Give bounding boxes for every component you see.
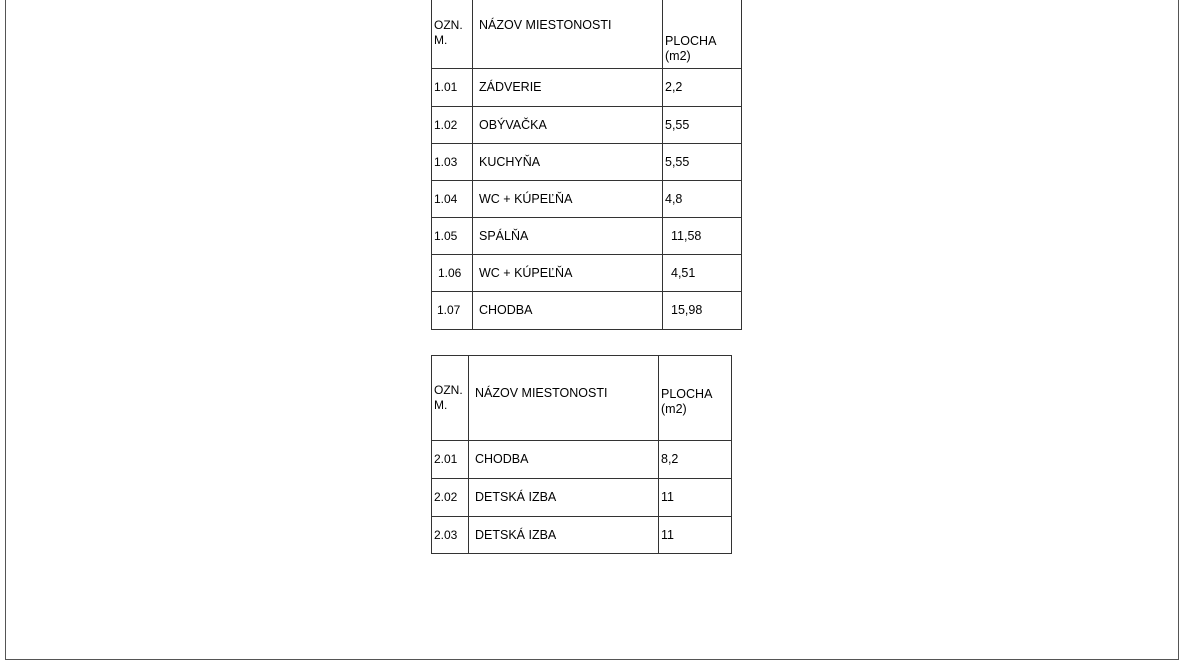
header-area: PLOCHA (m2) [663,0,742,69]
room-area: 4,51 [663,255,742,292]
room-name: ZÁDVERIE [473,69,663,107]
room-area: 8,2 [659,441,732,479]
room-code: 1.07 [432,292,473,330]
room-area: 2,2 [663,69,742,107]
room-name: SPÁLŇA [473,218,663,255]
room-name: DETSKÁ IZBA [469,517,659,554]
room-name: KUCHYŇA [473,144,663,181]
table-header [432,356,732,441]
room-code: 1.06 [432,255,473,292]
table-row [432,181,742,218]
header-area: PLOCHA (m2) [659,356,732,441]
room-name: WC + KÚPEĽŇA [473,181,663,218]
room-area: 11 [659,479,732,517]
table-row [432,292,742,330]
room-area: 5,55 [663,107,742,144]
room-table-1 [431,0,742,330]
room-area: 15,98 [663,292,742,330]
table-row [432,144,742,181]
table-row [432,255,742,292]
header-name: NÁZOV MIESTONOSTI [469,356,659,441]
table-row [432,218,742,255]
table-row [432,107,742,144]
header-code: OZN. M. [432,356,469,441]
room-code: 1.05 [432,218,473,255]
table-row [432,479,732,517]
header-code: OZN. M. [432,0,473,69]
room-area: 11 [659,517,732,554]
table-row [432,441,732,479]
room-code: 1.02 [432,107,473,144]
room-name: WC + KÚPEĽŇA [473,255,663,292]
room-area: 4,8 [663,181,742,218]
table-header [432,0,742,69]
room-code: 1.04 [432,181,473,218]
room-area: 11,58 [663,218,742,255]
header-name: NÁZOV MIESTONOSTI [473,0,663,69]
room-code: 2.01 [432,441,469,479]
room-name: CHODBA [469,441,659,479]
room-area: 5,55 [663,144,742,181]
room-name: CHODBA [473,292,663,330]
room-name: DETSKÁ IZBA [469,479,659,517]
room-code: 2.02 [432,479,469,517]
room-table-2 [431,355,732,554]
table-row [432,517,732,554]
room-code: 1.03 [432,144,473,181]
room-code: 2.03 [432,517,469,554]
room-name: OBÝVAČKA [473,107,663,144]
room-code: 1.01 [432,69,473,107]
table-row [432,69,742,107]
